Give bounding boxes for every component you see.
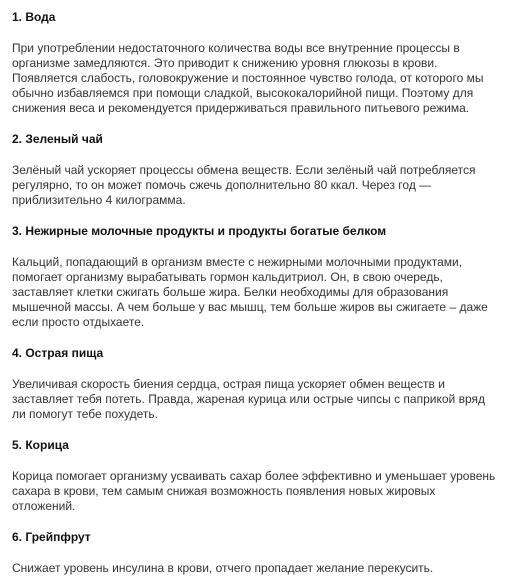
section-spicy-food: [12, 346, 501, 422]
section-paragraph: Кальций, попадающий в организм вместе с нежирными молочными продуктами, помогает организму вырабатывать гормон кальдитриол. Он, в свою очередь, заставляет клетки сжигать больше жира. Белки необходимы для образования мышечной массы. А чем больше у вас мышц, тем больше жиров вы сжигаете – даже если просто отдыхаете.: [12, 255, 488, 329]
section-paragraph: Увеличивая скорость биения сердца, острая пища ускоряет обмен веществ и заставляет тебя потеть. Правда, жареная курица или острые чипсы с паприкой вряд ли помогут тебе похудеть.: [12, 377, 485, 421]
section-heading: 6. Грейпфрут: [12, 530, 91, 544]
section-paragraph: Зелёный чай ускоряет процессы обмена веществ. Если зелёный чай потребляется регулярно, то он может помочь сжечь дополнительно 80 ккал. Через год — приблизительно 4 килограмма.: [12, 163, 476, 207]
section-grapefruit: [12, 530, 501, 576]
section-cinnamon: [12, 438, 501, 514]
section-paragraph: Снижает уровень инсулина в крови, отчего пропадает желание перекусить.: [12, 561, 434, 575]
section-heading: 1. Вода: [12, 10, 56, 24]
section-heading: 3. Нежирные молочные продукты и продукты богатые белком: [12, 224, 387, 238]
section-heading: 4. Острая пища: [12, 346, 104, 360]
section-dairy-protein: [12, 224, 501, 330]
section-water: [12, 10, 501, 116]
section-paragraph: При употреблении недостаточного количества воды все внутренние процессы в организме замедляются. Это приводит к снижению уровня глюкозы в крови. Появляется слабость, головокружение и постоянное чувство голода, от которого мы обычно избавляемся при помощи сладкой, высококалорийной пищи. Поэтому для снижения веса и рекомендуется придерживаться правильного питьевого режима.: [12, 41, 484, 115]
section-heading: 2. Зеленый чай: [12, 132, 103, 146]
section-paragraph: Корица помогает организму усваивать сахар более эффективно и уменьшает уровень сахара в крови, тем самым снижая возможность появления новых жировых отложений.: [12, 469, 496, 513]
section-heading: 5. Корица: [12, 438, 69, 452]
section-green-tea: [12, 132, 501, 208]
